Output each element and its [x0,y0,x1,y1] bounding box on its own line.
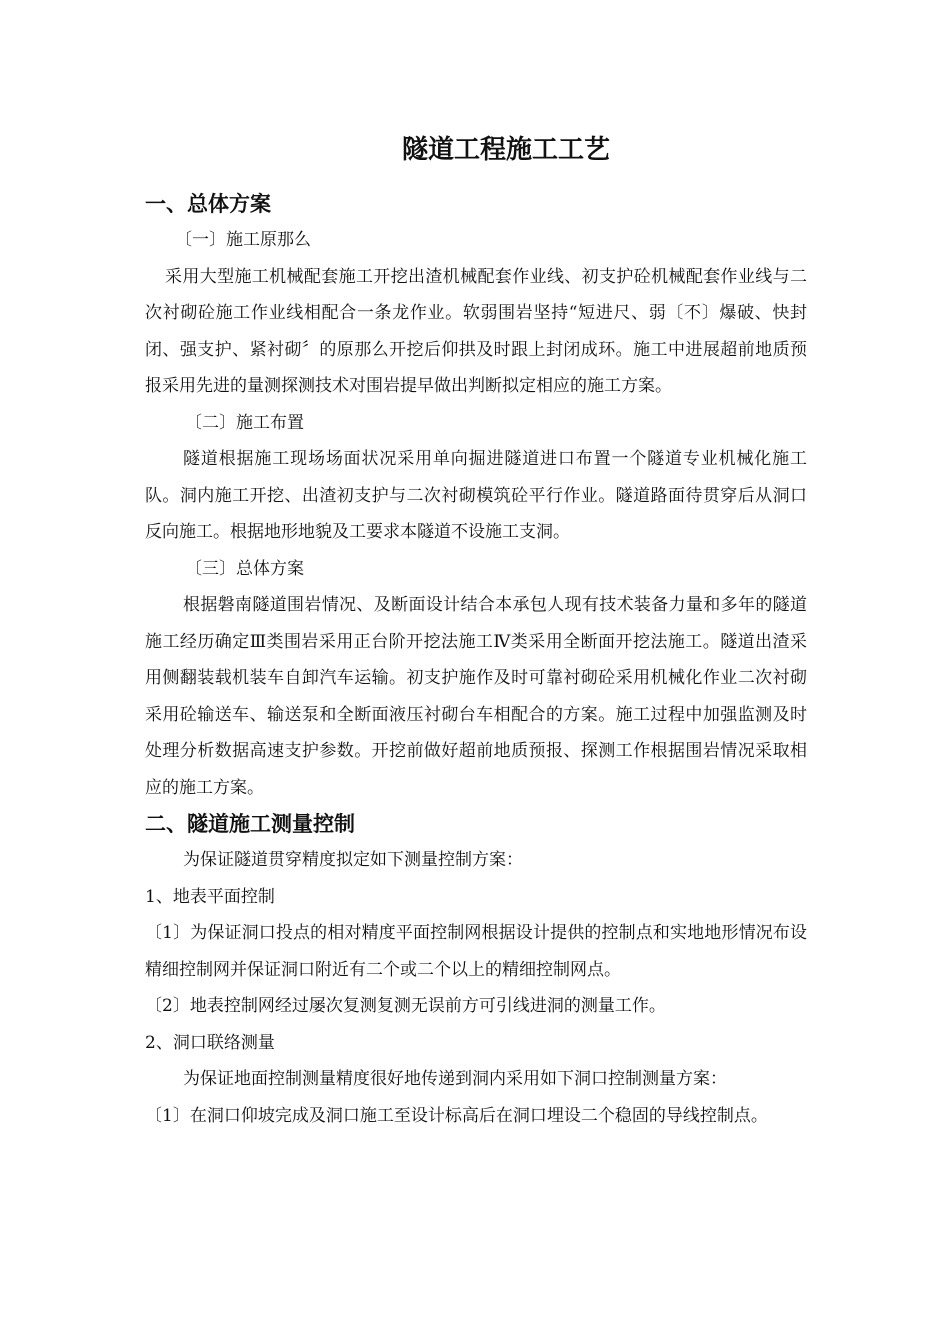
section-2-item-2-para-1: 〔1〕在洞口仰坡完成及洞口施工至设计标高后在洞口埋设二个稳固的导线控制点。 [145,1105,768,1126]
section-2-item-1-para-1: 〔1〕为保证洞口投点的相对精度平面控制网根据设计提供的控制点和实地地形情况布设精细控制网并保证洞口附近有二个或二个以上的精细控制网点。 [145,923,807,980]
section-2-intro: 为保证隧道贯穿精度拟定如下测量控制方案： [183,850,523,870]
section-1-sub-2: 〔二〕施工布置 [185,412,304,433]
section-1-heading: 一、总体方案 [145,191,271,216]
document-title: 隧道工程施工工艺 [401,135,610,165]
document-body [145,126,807,1134]
section-1-sub-3: 〔三〕总体方案 [185,558,304,579]
section-1-para-1: 采用大型施工机械配套施工开挖出渣机械配套作业线、初支护砼机械配套作业线与二次衬砌砼施工作业线相配合一条龙作业。软弱围岩坚持“短进尺、弱〔不〕爆破、快封闭、强支护、紧衬砌〞的原那么开挖后仰拱及时跟上封闭成环。施工中进展超前地质预报采用先进的量测探测技术对围岩提早做出判断拟定相应的施工方案。 [145,266,807,396]
section-2-item-1-para-2: 〔2〕地表控制网经过屡次复测复测无误前方可引线进洞的测量工作。 [145,996,666,1016]
section-2-heading: 二、隧道施工测量控制 [145,811,355,836]
section-1-para-2: 隧道根据施工现场场面状况采用单向掘进隧道进口布置一个隧道专业机械化施工队。洞内施工开挖、出渣初支护与二次衬砌模筑砼平行作业。隧道路面待贯穿后从洞口反向施工。根据地形地貌及工要求本隧道不设施工支洞。 [145,449,807,542]
section-1-para-3: 根据磐南隧道围岩情况、及断面设计结合本承包人现有技术装备力量和多年的隧道施工经历确定Ⅲ类围岩采用正台阶开挖法施工Ⅳ类采用全断面开挖法施工。隧道出渣采用侧翻装载机装车自卸汽车运输。初支护施作及时可靠衬砌砼采用机械化作业二次衬砌采用砼输送车、输送泵和全断面液压衬砌台车相配合的方案。施工过程中加强监测及时处理分析数据高速支护参数。开挖前做好超前地质预报、探测工作根据围岩情况采取相应的施工方案。 [145,595,807,798]
section-2-item-2-intro: 为保证地面控制测量精度很好地传递到洞内采用如下洞口控制测量方案： [183,1069,727,1089]
section-2-item-2-title: 2、洞口联络测量 [145,1032,275,1053]
section-2-item-1-title: 1、地表平面控制 [145,886,275,907]
section-1-sub-1: 〔一〕施工原那么 [175,230,311,250]
